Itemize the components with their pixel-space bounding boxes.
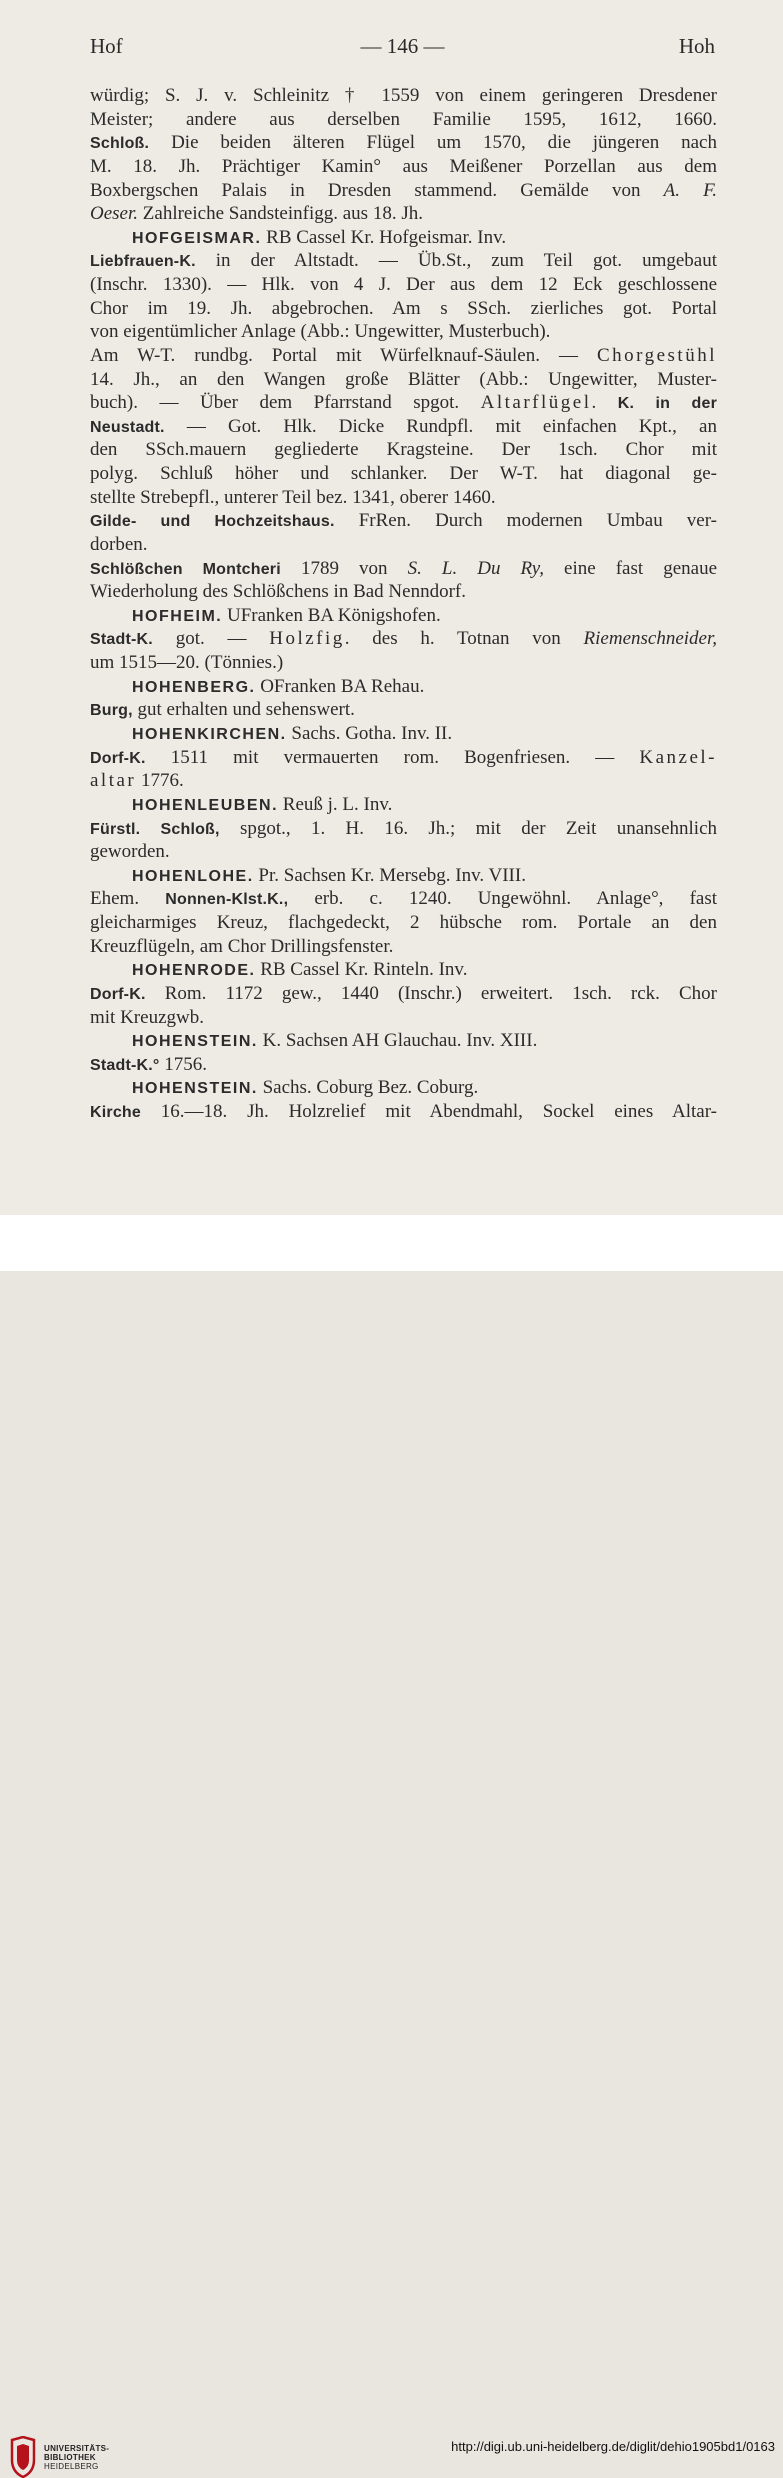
text-line xyxy=(90,1100,717,1124)
text-run: stellte Strebepfl., unterer Teil bez. 1341, oberer 1460. xyxy=(90,486,496,508)
text-line xyxy=(90,817,717,841)
text-run: UFranken BA Königshofen. xyxy=(222,604,441,626)
text-run: geworden. xyxy=(90,841,170,863)
text-line xyxy=(90,84,717,108)
text-run: 14. Jh., an den Wangen große Blätter (Abb.: Ungewitter, Muster- xyxy=(90,368,717,390)
text-run: polyg. Schluß höher und schlanker. Der W-T. hat diagonal ge- xyxy=(90,463,717,485)
entry-heading: HOFHEIM. xyxy=(132,607,223,625)
text-line xyxy=(90,746,717,770)
university-seal-icon xyxy=(9,2436,37,2478)
text-line xyxy=(90,509,717,533)
text-run: 1756. xyxy=(159,1053,208,1075)
text-run: OFranken BA Rehau. xyxy=(255,675,425,697)
building-term: Stadt-K.° xyxy=(90,1056,160,1074)
text-run: 1511 mit vermauerten rom. Bogenfriesen. — xyxy=(145,746,640,768)
entry-heading: HOFGEISMAR. xyxy=(132,229,262,247)
text-line xyxy=(90,1006,717,1030)
header-left: Hof xyxy=(90,34,123,58)
text-run: Sachs. Gotha. Inv. II. xyxy=(286,723,453,744)
footer-bar xyxy=(0,1215,783,2471)
entry-heading: HOHENRODE. xyxy=(132,962,256,980)
text-run: RB Cassel Kr. Rinteln. Inv. xyxy=(255,959,468,981)
text-line xyxy=(90,887,717,911)
text-line xyxy=(90,297,717,321)
text-run: . des h. Totnan von xyxy=(344,628,584,650)
text-run: dorben. xyxy=(90,533,148,555)
text-run: Chorgestühl xyxy=(596,344,717,366)
text-run: Pr. Sachsen Kr. Mersebg. Inv. VIII. xyxy=(253,864,526,886)
text-run: A. F. xyxy=(663,179,717,201)
text-run: 1776. xyxy=(136,770,184,792)
text-run: Holzfig xyxy=(269,628,345,650)
building-term: Neustadt. xyxy=(90,418,165,436)
building-term: Burg, xyxy=(90,702,133,720)
text-line xyxy=(90,155,717,179)
text-run: eine fast genaue xyxy=(543,557,717,579)
text-run: um 1515—20. (Tönnies.) xyxy=(90,652,284,674)
text-line xyxy=(90,438,717,462)
text-run: FrRen. Durch modernen Umbau ver- xyxy=(334,510,717,532)
text-line xyxy=(90,108,717,132)
text-run: got. — xyxy=(152,628,270,650)
text-line xyxy=(90,864,717,888)
text-run: mit Kreuzgwb. xyxy=(90,1006,204,1028)
text-line xyxy=(90,935,717,959)
text-line xyxy=(90,415,717,439)
text-line xyxy=(90,368,717,392)
entry-heading: HOHENSTEIN. xyxy=(132,1033,258,1051)
text-run: 16.—18. Jh. Holzrelief mit Abendmahl, Sockel eines Altar- xyxy=(141,1101,717,1123)
text-run: altar xyxy=(90,770,137,792)
text-line xyxy=(90,557,717,581)
text-line xyxy=(90,627,717,651)
text-run: Kanzel- xyxy=(639,746,717,768)
text-line xyxy=(90,202,717,226)
text-run: Kreuzflügeln, am Chor Drillingsfenster. xyxy=(90,935,394,957)
text-run: Meister; andere aus derselben Familie 1595, 1612, 1660. xyxy=(90,108,717,130)
building-term: Gilde- und Hochzeitshaus. xyxy=(90,513,335,531)
building-term: Nonnen-Klst.K., xyxy=(165,891,289,909)
text-run: Die beiden älteren Flügel um 1570, die jüngeren nach xyxy=(149,132,717,154)
text-line xyxy=(90,769,717,793)
building-term: Liebfrauen-K. xyxy=(90,253,196,271)
text-run: buch). — Über dem Pfarrstand spgot. xyxy=(90,392,481,414)
text-run: S. L. Du Ry, xyxy=(407,557,544,579)
entry-heading: HOHENLEUBEN. xyxy=(132,796,279,814)
text-line xyxy=(90,1029,717,1053)
text-line xyxy=(90,1076,717,1100)
text-run: Reuß j. L. Inv. xyxy=(278,793,393,815)
text-line xyxy=(90,722,717,746)
entry-heading: HOHENSTEIN. xyxy=(132,1080,258,1098)
text-run: spgot., 1. H. 16. Jh.; mit der Zeit unansehnlich xyxy=(219,817,717,839)
text-line xyxy=(90,462,717,486)
text-line xyxy=(90,580,717,604)
text-line xyxy=(90,840,717,864)
page-number: — 146 — xyxy=(360,34,445,58)
running-header xyxy=(90,34,715,64)
building-term: Fürstl. Schloß, xyxy=(90,820,220,838)
building-term: Dorf-K. xyxy=(90,749,146,767)
building-term: Dorf-K. xyxy=(90,985,146,1003)
text-run: M. 18. Jh. Prächtiger Kamin° aus Meißener Porzellan aus dem xyxy=(90,155,717,177)
header-right: Hoh xyxy=(678,34,715,58)
text-line xyxy=(90,131,717,155)
text-line xyxy=(90,320,717,344)
text-line xyxy=(90,911,717,935)
text-line xyxy=(90,958,717,982)
text-run: Sachs. Coburg Bez. Coburg. xyxy=(257,1077,479,1099)
entry-heading: HOHENLOHE. xyxy=(132,867,254,885)
text-run: Riemenschneider, xyxy=(583,628,717,650)
text-run: den SSch.mauern gegliederte Kragsteine. Der 1sch. Chor mit xyxy=(90,439,717,461)
text-run: Am W-T. rundbg. Portal mit Würfelknauf-Säulen. — xyxy=(90,344,597,366)
text-line xyxy=(90,344,717,368)
text-run: 1789 von xyxy=(280,557,408,579)
entry-heading: HOHENKIRCHEN. xyxy=(132,726,287,743)
text-line xyxy=(90,179,717,203)
text-run: RB Cassel Kr. Hofgeismar. Inv. xyxy=(261,226,507,248)
text-run: Chor im 19. Jh. abgebrochen. Am s SSch. zierliches got. Portal xyxy=(90,297,717,319)
document-page xyxy=(0,0,783,1215)
text-line xyxy=(90,651,717,675)
text-line xyxy=(90,273,717,297)
text-line xyxy=(90,226,717,250)
text-run: Boxbergschen Palais in Dresden stammend. Gemälde von xyxy=(90,179,664,201)
source-url[interactable]: http://digi.ub.uni-heidelberg.de/diglit/dehio1905bd1/0163 xyxy=(451,2439,775,2454)
building-term: Stadt-K. xyxy=(90,631,153,649)
text-run: Altarflügel xyxy=(480,392,592,414)
text-run: — Got. Hlk. Dicke Rundpfl. mit einfachen Kpt., an xyxy=(164,415,717,437)
text-run: von eigentümlicher Anlage (Abb.: Ungewitter, Musterbuch). xyxy=(90,321,551,343)
text-run: Ehem. xyxy=(90,888,166,910)
text-line xyxy=(90,1053,717,1077)
entry-heading: HOHENBERG. xyxy=(132,678,256,696)
text-line xyxy=(90,249,717,273)
text-line xyxy=(90,675,717,699)
text-run: gut erhalten und sehenswert. xyxy=(132,699,355,721)
text-run: . xyxy=(591,392,618,414)
building-term: Schlößchen Montcheri xyxy=(90,560,281,578)
text-line xyxy=(90,982,717,1006)
text-run: würdig; S. J. v. Schleinitz † 1559 von einem geringeren Dresdener xyxy=(90,85,717,106)
text-run: Wiederholung des Schlößchens in Bad Nenndorf. xyxy=(90,581,466,603)
text-line xyxy=(90,604,717,628)
text-run: (Inschr. 1330). — Hlk. von 4 J. Der aus dem 12 Eck geschlossene xyxy=(90,274,717,296)
library-logo-text: UNIVERSITÄTS- BIBLIOTHEK HEIDELBERG xyxy=(44,2444,110,2471)
text-run: K. Sachsen AH Glauchau. Inv. XIII. xyxy=(257,1030,538,1052)
text-run: Rom. 1172 gew., 1440 (Inschr.) erweitert. 1sch. rck. Chor xyxy=(145,982,717,1004)
text-run: gleicharmiges Kreuz, flachgedeckt, 2 hübsche rom. Portale an den xyxy=(90,912,717,934)
text-line xyxy=(90,391,717,415)
text-line xyxy=(90,533,717,557)
building-term: Kirche xyxy=(90,1104,141,1122)
building-term: K. in der xyxy=(617,395,717,413)
text-line xyxy=(90,793,717,817)
text-run: in der Altstadt. — Üb.St., zum Teil got. umgebaut xyxy=(195,250,717,272)
text-line xyxy=(90,486,717,510)
text-run: Zahlreiche Sandsteinfigg. aus 18. Jh. xyxy=(138,203,423,225)
building-term: Schloß. xyxy=(90,135,150,153)
text-run: Oeser. xyxy=(90,203,139,225)
text-line xyxy=(90,698,717,722)
text-run: erb. c. 1240. Ungewöhnl. Anlage°, fast xyxy=(288,888,717,910)
